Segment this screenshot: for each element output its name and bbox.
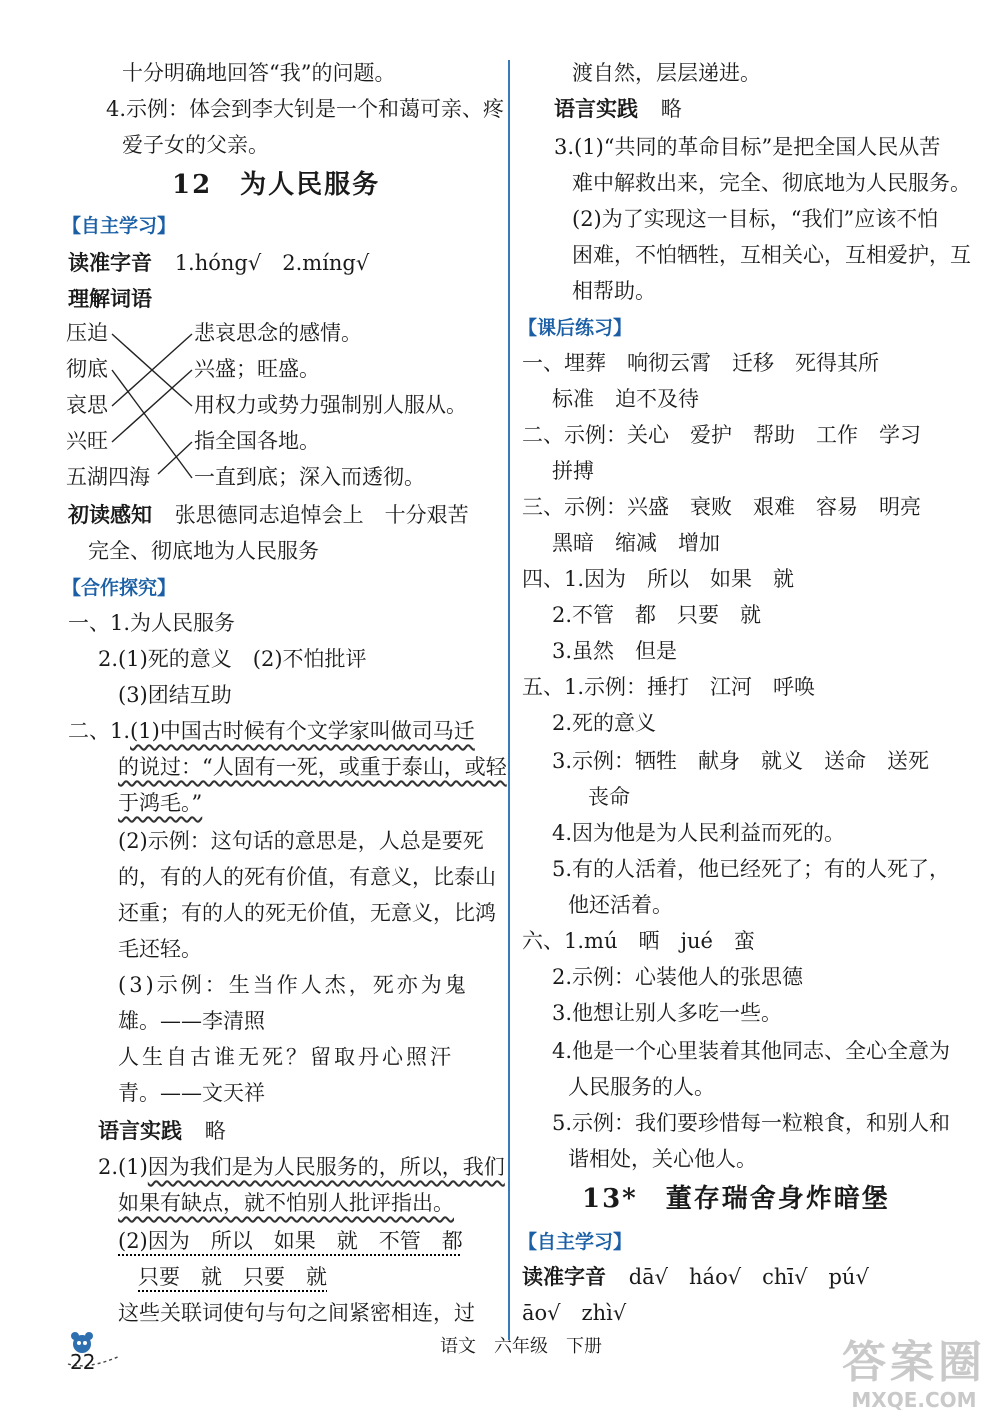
match-line	[158, 442, 192, 474]
practice-label: 语言实践	[98, 1119, 182, 1143]
text-line	[98, 1152, 505, 1182]
underlined-text: (1)中国古时候有个文学家叫做司马迁	[130, 719, 475, 743]
text-line: 这些关联词使句与句之间紧密相连，过	[118, 1301, 475, 1325]
text-line: 一、1.为人民服务	[68, 611, 236, 635]
text-line: 一、埋葬 响彻云霄 迁移 死得其所	[522, 351, 879, 375]
text-line: 爱子女的父亲。	[122, 133, 269, 157]
text-line	[522, 1262, 869, 1292]
text-line: 4.因为他是为人民利益而死的。	[552, 821, 846, 845]
match-right-item: 一直到底；深入而透彻。	[194, 465, 425, 489]
text-line: 2.示例：心装他人的张思德	[552, 965, 804, 989]
text-line: 拼搏	[552, 459, 594, 483]
first-text: 张思德同志追悼会上 十分艰苦	[174, 503, 469, 527]
match-left-item: 五湖四海	[66, 465, 150, 489]
column-divider	[508, 60, 510, 1340]
text-line: 难中解救出来，完全、彻底地为人民服务。	[572, 171, 971, 195]
text-line: 还重；有的人的死无价值，无意义，比鸿	[118, 901, 496, 925]
text-line	[68, 248, 369, 278]
match-lines	[66, 318, 486, 498]
match-left-item: 哀思	[66, 393, 108, 417]
text-line: 4.他是一个心里装着其他同志、全心全意为	[552, 1039, 951, 1063]
item-prefix: 二、1.	[68, 719, 131, 743]
match-right-item: 用权力或势力强制别人服从。	[194, 393, 467, 417]
text-line: 六、1.mú 晒 jué 蛮	[522, 929, 755, 953]
lesson-title: 12 为人民服务	[172, 170, 381, 200]
text-line: āo√ zhì√	[522, 1301, 627, 1325]
text-line	[68, 500, 469, 530]
watermark-title: 答案圈	[842, 1337, 986, 1388]
book-info: 语文 六年级 下册	[440, 1336, 602, 1357]
page-number: 22	[70, 1350, 96, 1374]
text-line: 青。——文天祥	[118, 1081, 265, 1105]
text-line	[98, 1116, 226, 1146]
text-line: 2.(1)死的意义 (2)不怕批评	[98, 647, 367, 671]
text-line	[68, 716, 475, 746]
match-left-item: 兴旺	[66, 429, 108, 453]
vocab-label: 理解词语	[68, 287, 152, 311]
underlined-text: 因为我们是为人民服务的，所以，我们	[147, 1155, 505, 1179]
read-items: 1.hóng√ 2.míng√	[174, 251, 370, 275]
text-line: 3.虽然 但是	[552, 639, 678, 663]
text-line: (2)为了实现这一目标，“我们”应该不怕	[572, 207, 939, 231]
section-tag: 【课后练习】	[518, 317, 633, 339]
text-line: 相帮助。	[572, 279, 656, 303]
text-line: (2)示例：这句话的意思是，人总是要死	[118, 829, 484, 853]
match-line	[112, 370, 192, 478]
page-footer	[0, 1330, 1000, 1412]
text-line: 标准 迫不及待	[552, 387, 699, 411]
first-label: 初读感知	[68, 503, 152, 527]
text-line: 他还活着。	[568, 893, 673, 917]
text-line: 2.死的意义	[552, 711, 657, 735]
match-right-item: 指全国各地。	[194, 429, 320, 453]
text-line: (3)团结互助	[118, 683, 232, 707]
text-line: 3.(1)“共同的革命目标”是把全国人民从苦	[554, 135, 941, 159]
text-line: 渡自然，层层递进。	[572, 61, 761, 85]
text-line: (3)示例：生当作人杰，死亦为鬼	[118, 973, 469, 997]
text-line: 黑暗 缩减 增加	[552, 531, 720, 555]
watermark	[842, 1338, 986, 1412]
read-items: dā√ háo√ chī√ pú√	[628, 1265, 869, 1289]
watermark-url: MXQE.COM	[851, 1388, 977, 1412]
text-line: 的，有的人的死有价值，有意义，比泰山	[118, 865, 496, 889]
underlined-text: 于鸿毛。”	[118, 791, 203, 815]
matching-exercise	[66, 318, 486, 498]
text-line: 人民服务的人。	[568, 1075, 715, 1099]
text-line: 人生自古谁无死？留取丹心照汗	[118, 1045, 454, 1069]
text-line: 困难，不怕牺牲，互相关心，互相爱护，互	[572, 243, 971, 267]
practice-label: 语言实践	[554, 97, 638, 121]
text-line: 谐相处，关心他人。	[568, 1147, 757, 1171]
practice-value: 略	[204, 1119, 226, 1143]
text-line: 3.他想让别人多吃一些。	[552, 1001, 783, 1025]
read-label: 读准字音	[522, 1265, 606, 1289]
match-left-item: 压迫	[66, 321, 108, 345]
practice-value: 略	[660, 97, 682, 121]
match-right-item: 悲哀思念的感情。	[194, 321, 362, 345]
item-prefix: 2.(1)	[98, 1155, 148, 1179]
text-line: 5.示例：我们要珍惜每一粒粮食，和别人和	[552, 1111, 951, 1135]
underlined-text: 的说过：“人固有一死，或重于泰山，或轻	[118, 755, 507, 779]
section-tag: 【合作探究】	[62, 577, 177, 599]
lesson-title: 13* 董存瑞舍身炸暗堡	[582, 1184, 890, 1214]
match-right-item: 兴盛；旺盛。	[194, 357, 320, 381]
match-left-item: 彻底	[66, 357, 108, 381]
match-line	[112, 370, 192, 442]
text-line: 二、示例：关心 爱护 帮助 工作 学习	[522, 423, 921, 447]
text-line: 十分明确地回答“我”的问题。	[122, 61, 396, 85]
section-tag: 【自主学习】	[518, 1231, 633, 1253]
read-label: 读准字音	[68, 251, 152, 275]
text-line: 五、1.示例：捶打 江河 呼唤	[522, 675, 816, 699]
text-line: 3.示例：牺牲 献身 就义 送命 送死	[552, 749, 930, 773]
text-line	[554, 94, 682, 124]
text-line: 毛还轻。	[118, 937, 202, 961]
text-line: 完全、彻底地为人民服务	[88, 539, 319, 563]
underlined-text: 如果有缺点，就不怕别人批评指出。	[118, 1191, 454, 1215]
text-line: 2.不管 都 只要 就	[552, 603, 762, 627]
section-tag: 【自主学习】	[62, 215, 177, 237]
dotted-text: 只要 就 只要 就	[138, 1265, 327, 1289]
text-line: 雄。——李清照	[118, 1009, 265, 1033]
dotted-text: (2)因为 所以 如果 就 不管 都	[118, 1229, 463, 1253]
text-line: 丧命	[588, 785, 630, 809]
text-line: 4.示例：体会到李大钊是一个和蔼可亲、疼	[106, 97, 505, 121]
text-line: 四、1.因为 所以 如果 就	[522, 567, 795, 591]
text-line: 5.有的人活着，他已经死了；有的人死了，	[552, 857, 951, 881]
text-line: 三、示例：兴盛 衰败 艰难 容易 明亮	[522, 495, 921, 519]
